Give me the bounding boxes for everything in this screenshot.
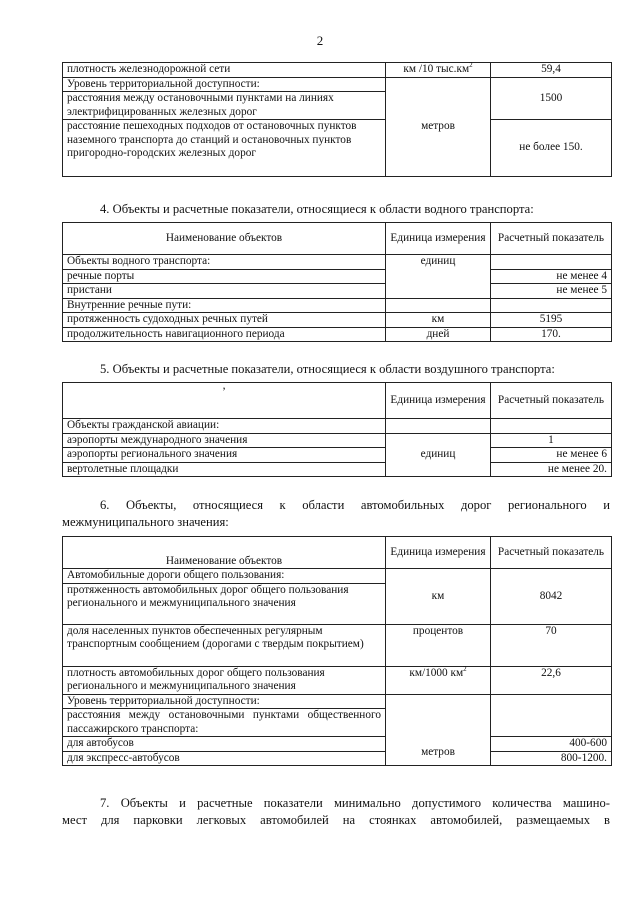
section-7-paragraph xyxy=(62,795,610,829)
table-header-row xyxy=(63,383,612,419)
table-row xyxy=(63,284,612,299)
merged-unit-cell: единиц xyxy=(386,433,491,477)
table-cell: 400-600 xyxy=(491,737,612,752)
table-row xyxy=(63,462,612,477)
table-cell: не менее 4 xyxy=(491,269,612,284)
page-number: 2 xyxy=(316,33,324,48)
table-cell: для экспресс-автобусов xyxy=(63,751,386,766)
table-cell: Автомобильные дороги общего пользования: xyxy=(63,569,386,584)
table-cell: Уровень территориальной доступности: xyxy=(63,694,386,709)
table-cell: не менее 5 xyxy=(491,284,612,299)
section-6-heading-line-2: межмуниципального значения: xyxy=(62,515,229,529)
table-cell: плотность автомобильных дорог общего пользования регионального и межмуниципального значения xyxy=(63,666,386,694)
table-cell: Уровень территориальной доступности: xyxy=(63,77,386,92)
table-row xyxy=(63,313,612,328)
roads-table xyxy=(62,536,612,766)
water-transport-table xyxy=(62,222,612,342)
table-row xyxy=(63,694,612,709)
table-cell: протяженность автомобильных дорог общего пользования регионального и межмуниципального значения xyxy=(63,583,386,624)
unit-text: км/1000 км xyxy=(409,666,464,679)
table-cell: км xyxy=(386,313,491,328)
header-value: Расчетный показатель xyxy=(491,537,612,569)
table-cell: для автобусов xyxy=(63,737,386,752)
table-header-row xyxy=(63,537,612,569)
table-row xyxy=(63,751,612,766)
railway-table xyxy=(62,62,612,177)
table-cell: не более 150. xyxy=(491,120,612,177)
table-cell: Объекты водного транспорта: xyxy=(63,255,386,270)
table-cell: 1 xyxy=(491,433,612,448)
table-cell: доля населенных пунктов обеспеченных регулярным транспортным сообщением (дорогами с твердым покрытием) xyxy=(63,624,386,666)
table-row xyxy=(63,269,612,284)
table-cell xyxy=(491,419,612,434)
table-cell: плотность железнодорожной сети xyxy=(63,63,386,78)
table-cell: аэропорты регионального значения xyxy=(63,448,386,463)
header-name: ’ xyxy=(63,383,386,419)
table-cell: расстояние пешеходных подходов от остановочных пунктов наземного транспорта до станций и остановочных пунктов пригородно-городских железных дорог xyxy=(63,120,386,177)
table-row xyxy=(63,120,612,177)
header-value: Расчетный показатель xyxy=(491,383,612,419)
section-6-heading-line-1: 6. Объекты, относящиеся к области автомобильных дорог регионального и xyxy=(100,498,610,512)
table-row xyxy=(63,448,612,463)
table-cell: Внутренние речные пути: xyxy=(63,298,386,313)
air-transport-table xyxy=(62,382,612,477)
unit-superscript: 2 xyxy=(463,664,467,673)
table-cell: Объекты гражданской авиации: xyxy=(63,419,386,434)
table-row xyxy=(63,77,612,92)
table-cell xyxy=(491,694,612,737)
table-cell: 1500 xyxy=(491,77,612,120)
table-cell-text: расстояния между остановочными пунктами общественного пассажирского транспорта: xyxy=(67,709,381,735)
table-cell: протяженность судоходных речных путей xyxy=(63,313,386,328)
table-cell: дней xyxy=(386,327,491,342)
table-cell: пристани xyxy=(63,284,386,299)
table-cell: аэропорты международного значения xyxy=(63,433,386,448)
unit-text: км /10 тыс.км xyxy=(403,63,470,75)
table-cell xyxy=(386,666,491,694)
table-cell: 70 xyxy=(491,624,612,666)
table-cell xyxy=(491,298,612,313)
table-header-row xyxy=(63,223,612,255)
table-cell xyxy=(386,63,491,78)
table-cell xyxy=(491,255,612,270)
table-row xyxy=(63,63,612,78)
table-cell: 8042 xyxy=(491,569,612,625)
table-cell: вертолетные площадки xyxy=(63,462,386,477)
table-cell: 170. xyxy=(491,327,612,342)
table-row xyxy=(63,433,612,448)
section-4-heading: 4. Объекты и расчетные показатели, относящиеся к области водного транспорта: xyxy=(100,202,534,216)
section-6-heading xyxy=(62,497,610,531)
table-cell xyxy=(386,419,491,434)
section-7-line-2: мест для парковки легковых автомобилей на стоянках автомобилей, размещаемых в xyxy=(62,813,610,827)
section-7-line-1: 7. Объекты и расчетные показатели минимально допустимого количества машино- xyxy=(100,796,610,810)
table-row xyxy=(63,569,612,584)
header-unit: Единица измерения xyxy=(386,383,491,419)
header-unit: Единица измерения xyxy=(386,537,491,569)
table-cell: 22,6 xyxy=(491,666,612,694)
header-unit: Единица измерения xyxy=(386,223,491,255)
table-row xyxy=(63,419,612,434)
table-row xyxy=(63,327,612,342)
table-row xyxy=(63,737,612,752)
table-row xyxy=(63,298,612,313)
merged-unit-cell: метров xyxy=(386,694,491,766)
table-cell xyxy=(63,709,386,737)
table-cell: 800-1200. xyxy=(491,751,612,766)
table-cell: расстояния между остановочными пунктами на линиях электрифицированных железных дорог xyxy=(63,92,386,120)
header-name: Наименование объектов xyxy=(63,223,386,255)
table-cell: процентов xyxy=(386,624,491,666)
header-value: Расчетный показатель xyxy=(491,223,612,255)
table-row xyxy=(63,666,612,694)
table-row xyxy=(63,624,612,666)
merged-unit-cell: метров xyxy=(386,77,491,177)
table-cell: единиц xyxy=(386,255,491,299)
table-cell: не менее 6 xyxy=(491,448,612,463)
table-cell: 59,4 xyxy=(491,63,612,78)
table-cell: не менее 20. xyxy=(491,462,612,477)
table-row xyxy=(63,255,612,270)
table-cell: км xyxy=(386,569,491,625)
table-cell xyxy=(386,298,491,313)
table-cell: продолжительность навигационного периода xyxy=(63,327,386,342)
table-cell: 5195 xyxy=(491,313,612,328)
section-5-heading: 5. Объекты и расчетные показатели, относящиеся к области воздушного транспорта: xyxy=(100,362,555,376)
unit-superscript: 2 xyxy=(469,61,473,70)
table-cell: речные порты xyxy=(63,269,386,284)
header-name: Наименование объектов xyxy=(63,537,386,569)
